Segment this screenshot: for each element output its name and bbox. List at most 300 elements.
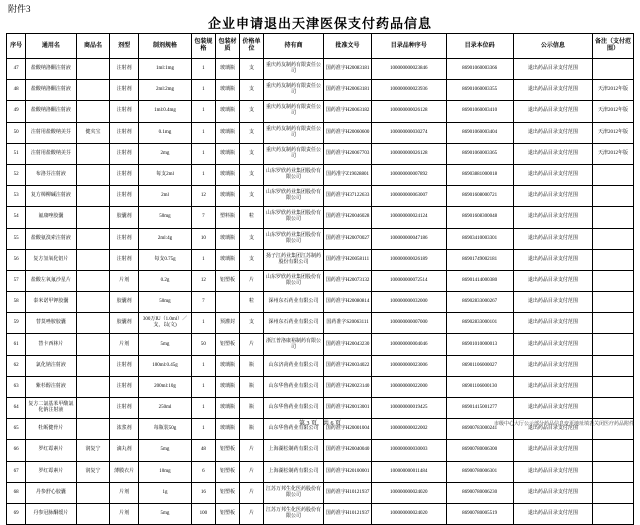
cell-price_unit: 瓶 [239, 419, 263, 440]
cell-brand [76, 249, 110, 270]
cell-generic: 复方二氯基苯甲酸氯化钠注射液 [26, 398, 76, 419]
cell-pack_mat: 玻璃瓶 [215, 164, 239, 185]
cell-pack_mat: 玻璃瓶 [215, 398, 239, 419]
cell-generic: 盐酸纳洛酮注射液 [26, 101, 76, 122]
cell-spec: 50mg [139, 292, 192, 313]
cell-pack_mat: 玻璃瓶 [215, 249, 239, 270]
cell-catalog_no: 100000000047186 [372, 228, 446, 249]
cell-pack_spec: 1 [191, 313, 215, 334]
cell-holder: 山东华鲁药业有限公司 [263, 376, 323, 397]
cell-seq: 65 [7, 419, 26, 440]
table-row [7, 440, 634, 461]
cell-local_no: 86901415001277 [446, 398, 513, 419]
cell-remark [593, 376, 634, 397]
cell-price_unit: 片 [239, 461, 263, 482]
cell-catalog_no: 100000000030003 [372, 440, 446, 461]
table-row [7, 482, 634, 503]
col-header-approval: 批准文号 [324, 34, 372, 59]
col-header-local_no: 目录本位码 [446, 34, 513, 59]
cell-pack_spec: 1 [191, 376, 215, 397]
cell-brand [76, 143, 110, 164]
cell-remark [593, 503, 634, 524]
cell-brand [76, 292, 110, 313]
cell-notice: 退出药品目录支付范围 [513, 292, 592, 313]
cell-pack_mat: 铝塑板 [215, 440, 239, 461]
cell-local_no: 86900780006300 [446, 440, 513, 461]
cell-seq: 69 [7, 503, 26, 524]
cell-pack_mat: 玻璃瓶 [215, 376, 239, 397]
cell-local_no: 86901749002181 [446, 249, 513, 270]
cell-pack_spec: 1 [191, 398, 215, 419]
cell-remark [593, 249, 634, 270]
table-row [7, 207, 634, 228]
cell-spec: 200ml:10g [139, 376, 192, 397]
cell-local_no: 86901106000130 [446, 376, 513, 397]
cell-remark: 天津2012年版 [593, 101, 634, 122]
cell-generic: 替卡西林片 [26, 334, 76, 355]
cell-holder: 山东罗欣药业集团股份有限公司 [263, 186, 323, 207]
cell-seq: 58 [7, 292, 26, 313]
cell-spec: 每支2ml [139, 164, 192, 185]
cell-seq: 59 [7, 313, 26, 334]
cell-price_unit: 粒 [239, 207, 263, 228]
cell-pack_spec: 1 [191, 143, 215, 164]
cell-seq: 49 [7, 101, 26, 122]
cell-local_no: 86901060003404 [446, 122, 513, 143]
cell-notice: 退出药品目录支付范围 [513, 482, 592, 503]
cell-dosage: 薄膜衣片 [110, 461, 139, 482]
cell-remark [593, 292, 634, 313]
cell-holder: 江苏万邦生化医药股份有限公司 [263, 503, 323, 524]
cell-approval: 国药准字H20070027 [324, 228, 372, 249]
cell-generic: 罗红霉素片 [26, 440, 76, 461]
cell-pack_spec: 1 [191, 59, 215, 80]
cell-price_unit: 支 [239, 101, 263, 122]
cell-local_no: 86903410003301 [446, 228, 513, 249]
cell-holder: 浙江普洛康裕制药有限公司 [263, 334, 323, 355]
cell-approval: 国药准字H10121937 [324, 482, 372, 503]
cell-price_unit: 支 [239, 249, 263, 270]
cell-notice: 退出药品目录支付范围 [513, 164, 592, 185]
cell-generic: 替莫唑胺胶囊 [26, 313, 76, 334]
cell-generic: 盐酸纳洛酮注射液 [26, 59, 76, 80]
cell-price_unit: 支 [239, 228, 263, 249]
cell-notice: 退出药品目录支付范围 [513, 440, 592, 461]
col-header-catalog_no: 目录品种序号 [372, 34, 446, 59]
cell-pack_spec: 12 [191, 186, 215, 207]
cell-spec: 5mg [139, 334, 192, 355]
cell-brand [76, 313, 110, 334]
cell-seq: 52 [7, 164, 26, 185]
col-header-price_unit: 价格单位 [239, 34, 263, 59]
cell-pack_mat [215, 292, 239, 313]
cell-pack_spec: 48 [191, 440, 215, 461]
cell-notice: 退出药品目录支付范围 [513, 503, 592, 524]
cell-holder: 重庆药友制药有限责任公司 [263, 122, 323, 143]
cell-holder: 深州东石药业有限公司 [263, 313, 323, 334]
cell-seq: 57 [7, 270, 26, 291]
cell-pack_mat: 铝塑板 [215, 482, 239, 503]
table-row [7, 313, 634, 334]
cell-dosage: 注射剂 [110, 355, 139, 376]
cell-dosage: 注射剂 [110, 228, 139, 249]
cell-pack_spec: 7 [191, 292, 215, 313]
cell-price_unit: 支 [239, 80, 263, 101]
cell-notice: 退出药品目录支付范围 [513, 419, 592, 440]
cell-remark [593, 228, 634, 249]
cell-seq: 48 [7, 80, 26, 101]
table-row [7, 461, 634, 482]
cell-approval: 国药准字H20073132 [324, 270, 372, 291]
cell-catalog_no: 100000000024020 [372, 482, 446, 503]
cell-approval: 国药准字H20034022 [324, 355, 372, 376]
col-header-spec: 制剂规格 [139, 34, 192, 59]
cell-pack_mat: 铝塑板 [215, 270, 239, 291]
cell-approval: 国药准字H10121937 [324, 503, 372, 524]
cell-seq: 51 [7, 143, 26, 164]
cell-approval: 国药准字H20067703 [324, 143, 372, 164]
cell-generic: 泰米诺甲钾胶囊 [26, 292, 76, 313]
cell-approval: 国药准字H20100001 [324, 461, 372, 482]
cell-spec: 每支0.75g [139, 249, 192, 270]
cell-holder: 山东罗欣药业集团股份有限公司 [263, 207, 323, 228]
cell-notice: 退出药品目录支付范围 [513, 398, 592, 419]
cell-spec: 5mg [139, 440, 192, 461]
cell-local_no: 86901060003365 [446, 143, 513, 164]
cell-dosage: 浓浆剂 [110, 419, 139, 440]
cell-notice: 退出药品目录支付范围 [513, 249, 592, 270]
cell-seq: 54 [7, 207, 26, 228]
cell-catalog_no: 100000000063007 [372, 186, 446, 207]
cell-price_unit: 支 [239, 59, 263, 80]
cell-notice: 退出药品目录支付范围 [513, 101, 592, 122]
cell-brand: 润复宁 [76, 461, 110, 482]
cell-local_no: 86902833000267 [446, 292, 513, 313]
cell-approval: 国药准字H20043230 [324, 334, 372, 355]
col-header-seq: 序号 [7, 34, 26, 59]
cell-approval: 国药准字H20058111 [324, 249, 372, 270]
cell-price_unit: 片 [239, 440, 263, 461]
table-row [7, 164, 634, 185]
cell-approval: 国药准字H20001004 [324, 419, 372, 440]
cell-spec: 2ml:2mg [139, 80, 192, 101]
cell-seq: 67 [7, 461, 26, 482]
cell-catalog_no: 100000000004046 [372, 334, 446, 355]
cell-price_unit: 片 [239, 482, 263, 503]
cell-price_unit: 支 [239, 313, 263, 334]
cell-price_unit: 粒 [239, 292, 263, 313]
cell-price_unit: 瓶 [239, 398, 263, 419]
cell-pack_spec: 1 [191, 101, 215, 122]
cell-notice: 退出药品目录支付范围 [513, 334, 592, 355]
cell-pack_mat: 玻璃瓶 [215, 143, 239, 164]
table-row [7, 398, 634, 419]
cell-brand: 润复宁 [76, 440, 110, 461]
cell-pack_spec: 1 [191, 80, 215, 101]
cell-approval: 国药准字S20063111 [324, 313, 372, 334]
cell-brand [76, 101, 110, 122]
cell-notice: 退出药品目录支付范围 [513, 313, 592, 334]
cell-dosage: 注射剂 [110, 376, 139, 397]
cell-brand [76, 503, 110, 524]
cell-pack_mat: 玻璃瓶 [215, 355, 239, 376]
cell-brand [76, 482, 110, 503]
cell-generic: 盐酸氨溴索注射液 [26, 228, 76, 249]
col-header-brand: 商品名 [76, 34, 110, 59]
cell-pack_mat: 玻璃瓶 [215, 101, 239, 122]
cell-seq: 53 [7, 186, 26, 207]
cell-spec: 1g [139, 482, 192, 503]
cell-remark [593, 207, 634, 228]
cell-pack_spec: 100 [191, 503, 215, 524]
cell-pack_mat: 玻璃瓶 [215, 122, 239, 143]
cell-seq: 63 [7, 376, 26, 397]
cell-approval: 国药准字H20023140 [324, 376, 372, 397]
cell-pack_spec: 7 [191, 207, 215, 228]
table-row [7, 101, 634, 122]
cell-generic: 注射用盐酸纳美芬 [26, 143, 76, 164]
cell-price_unit: 瓶 [239, 376, 263, 397]
cell-generic: 罗红霉素片 [26, 461, 76, 482]
attachment-label: 附件3 [8, 4, 31, 14]
cell-remark [593, 398, 634, 419]
cell-catalog_no: 100000000023846 [372, 59, 446, 80]
cell-brand [76, 334, 110, 355]
cell-generic: 紫杉醇注射液 [26, 376, 76, 397]
cell-local_no: 86903881000018 [446, 164, 513, 185]
cell-seq: 50 [7, 122, 26, 143]
cell-catalog_no: 100000000007892 [372, 164, 446, 185]
page-footer [0, 420, 640, 428]
drug-table [6, 33, 634, 525]
cell-brand [76, 80, 110, 101]
table-row [7, 228, 634, 249]
cell-price_unit: 瓶 [239, 355, 263, 376]
cell-notice: 退出药品目录支付范围 [513, 186, 592, 207]
cell-brand [76, 398, 110, 419]
cell-holder: 深州东石药业有限公司 [263, 292, 323, 313]
table-row [7, 376, 634, 397]
cell-pack_mat: 玻璃瓶 [215, 186, 239, 207]
cell-holder: 上海湖松制药有限公司 [263, 440, 323, 461]
cell-dosage: 片剂 [110, 270, 139, 291]
cell-seq: 68 [7, 482, 26, 503]
cell-approval: 国药准字H20080814 [324, 292, 372, 313]
page-title: 企业申请退出天津医保支付药品信息 [207, 16, 432, 31]
cell-spec: 10mg [139, 461, 192, 482]
cell-holder: 重庆药友制药有限责任公司 [263, 80, 323, 101]
cell-dosage: 注射剂 [110, 101, 139, 122]
cell-pack_mat: 预灌封 [215, 313, 239, 334]
cell-approval: 国药准字H20040040 [324, 440, 372, 461]
cell-dosage: 注射剂 [110, 164, 139, 185]
cell-notice: 退出药品目录支付范围 [513, 461, 592, 482]
cell-price_unit: 片 [239, 334, 263, 355]
cell-pack_spec: 1 [191, 249, 215, 270]
cell-seq: 64 [7, 398, 26, 419]
table-row [7, 59, 634, 80]
col-header-pack_mat: 包装材质 [215, 34, 239, 59]
cell-approval: 国药准字H20063182 [324, 101, 372, 122]
cell-notice: 退出药品目录支付范围 [513, 80, 592, 101]
cell-spec: 2ml [139, 186, 192, 207]
cell-notice: 退出药品目录支付范围 [513, 59, 592, 80]
cell-seq: 66 [7, 440, 26, 461]
cell-pack_spec: 12 [191, 270, 215, 291]
cell-brand [76, 355, 110, 376]
cell-notice: 退出药品目录支付范围 [513, 270, 592, 291]
cell-spec: 0.1mg [139, 122, 192, 143]
cell-remark [593, 440, 634, 461]
cell-pack_mat: 玻璃瓶 [215, 59, 239, 80]
table-row [7, 270, 634, 291]
cell-pack_mat: 铝塑板 [215, 503, 239, 524]
footer-note: 市级中心大厅公示部分药品信息变更地址填表关闭医疗药品附件 [493, 422, 634, 427]
cell-spec: 2ml:4g [139, 228, 192, 249]
cell-dosage: 片剂 [110, 482, 139, 503]
cell-catalog_no: 100000000072514 [372, 270, 446, 291]
cell-dosage: 注射剂 [110, 122, 139, 143]
cell-seq: 62 [7, 355, 26, 376]
cell-price_unit: 支 [239, 186, 263, 207]
cell-catalog_no: 100000000022002 [372, 419, 446, 440]
cell-holder: 山东罗欣药业集团股份有限公司 [263, 228, 323, 249]
cell-notice: 退出药品目录支付范围 [513, 207, 592, 228]
cell-holder: 江苏万邦生化医药股份有限公司 [263, 482, 323, 503]
cell-pack_mat: 玻璃瓶 [215, 80, 239, 101]
cell-spec: 100ml:0.45g [139, 355, 192, 376]
cell-dosage: 注射剂 [110, 59, 139, 80]
table-row [7, 355, 634, 376]
cell-generic: 盐酸纳洛酮注射液 [26, 80, 76, 101]
cell-holder: 山东济菏药业有限公司 [263, 355, 323, 376]
table-row [7, 143, 634, 164]
cell-local_no: 86900783000241 [446, 419, 513, 440]
cell-pack_mat: 玻璃瓶 [215, 419, 239, 440]
cell-approval: 国药准字H20063181 [324, 80, 372, 101]
cell-dosage: 片剂 [110, 503, 139, 524]
cell-spec: 2mg [139, 143, 192, 164]
cell-local_no: 86901060003410 [446, 101, 513, 122]
cell-remark [593, 59, 634, 80]
cell-brand [76, 376, 110, 397]
cell-dosage: 注射剂 [110, 398, 139, 419]
col-header-pack_spec: 包装规格 [191, 34, 215, 59]
cell-notice: 退出药品目录支付范围 [513, 143, 592, 164]
cell-approval: 国药准字H20013001 [324, 398, 372, 419]
cell-catalog_no: 100000000026128 [372, 101, 446, 122]
cell-seq: 56 [7, 249, 26, 270]
cell-price_unit: 支 [239, 122, 263, 143]
cell-brand [76, 270, 110, 291]
table-row [7, 80, 634, 101]
cell-generic: 丹参冠脉酮缓片 [26, 503, 76, 524]
cell-remark: 天津2012年版 [593, 80, 634, 101]
cell-holder: 重庆药友制药有限责任公司 [263, 101, 323, 122]
cell-pack_spec: 1 [191, 419, 215, 440]
cell-brand: 健夹宝 [76, 122, 110, 143]
col-header-generic: 通用名 [26, 34, 76, 59]
cell-generic: 牡蛎健骨片 [26, 419, 76, 440]
cell-dosage: 注射剂 [110, 186, 139, 207]
table-row [7, 186, 634, 207]
cell-holder: 上海湖松制药有限公司 [263, 461, 323, 482]
cell-spec: 1ml:1mg [139, 59, 192, 80]
cell-generic: 氟康唑胶囊 [26, 207, 76, 228]
cell-local_no: 86901060003355 [446, 80, 513, 101]
cell-brand [76, 59, 110, 80]
cell-dosage: 注射剂 [110, 143, 139, 164]
table-row [7, 122, 634, 143]
cell-local_no: 86900780006301 [446, 461, 513, 482]
cell-brand [76, 207, 110, 228]
col-header-notice: 公示信息 [513, 34, 592, 59]
cell-remark [593, 461, 634, 482]
cell-seq: 47 [7, 59, 26, 80]
table-row [7, 334, 634, 355]
table-row [7, 503, 634, 524]
cell-brand [76, 164, 110, 185]
cell-dosage: 注射剂 [110, 249, 139, 270]
cell-catalog_no: 100000000011484 [372, 461, 446, 482]
col-header-dosage: 剂型 [110, 34, 139, 59]
cell-catalog_no: 100000000007000 [372, 313, 446, 334]
cell-dosage: 胶囊剂 [110, 207, 139, 228]
cell-catalog_no: 100000000023006 [372, 355, 446, 376]
cell-pack_spec: 1 [191, 122, 215, 143]
cell-spec: 5mg [139, 503, 192, 524]
cell-local_no: 86901414000380 [446, 270, 513, 291]
cell-approval: 国药准字H20046028 [324, 207, 372, 228]
cell-catalog_no: 100000000032000 [372, 292, 446, 313]
col-header-remark: 备注（支付范围） [593, 34, 634, 59]
cell-remark [593, 186, 634, 207]
cell-notice: 退出药品目录支付范围 [513, 376, 592, 397]
cell-dosage: 胶囊剂 [110, 313, 139, 334]
cell-approval: 国药准字H20083181 [324, 59, 372, 80]
cell-catalog_no: 100000000019425 [372, 398, 446, 419]
cell-pack_mat: 玻璃瓶 [215, 228, 239, 249]
cell-spec: 50mg [139, 207, 192, 228]
cell-local_no: 86901608300048 [446, 207, 513, 228]
cell-pack_spec: 16 [191, 482, 215, 503]
cell-pack_spec: 6 [191, 461, 215, 482]
cell-local_no: 86901106000027 [446, 355, 513, 376]
cell-approval: 国药准字H20060600 [324, 122, 372, 143]
cell-brand [76, 186, 110, 207]
cell-generic: 盐酸左氧氟沙星片 [26, 270, 76, 291]
cell-catalog_no: 100000000023936 [372, 80, 446, 101]
cell-holder: 重庆药友制药有限责任公司 [263, 59, 323, 80]
cell-pack_mat: 铝塑板 [215, 461, 239, 482]
table-header-row [7, 34, 634, 59]
cell-price_unit: 片 [239, 503, 263, 524]
cell-spec: 250ml [139, 398, 192, 419]
cell-seq: 61 [7, 334, 26, 355]
table-row [7, 249, 634, 270]
cell-remark [593, 334, 634, 355]
cell-pack_spec: 1 [191, 164, 215, 185]
cell-dosage: 片剂 [110, 334, 139, 355]
cell-holder: 山东华鲁药业有限公司 [263, 398, 323, 419]
cell-spec: 0.2g [139, 270, 192, 291]
cell-local_no: 86901010000013 [446, 334, 513, 355]
cell-spec: 300万IU（1.0ml）／支，以(文) [139, 313, 192, 334]
cell-remark [593, 164, 634, 185]
cell-remark [593, 313, 634, 334]
cell-catalog_no: 100000000024124 [372, 207, 446, 228]
cell-remark [593, 270, 634, 291]
